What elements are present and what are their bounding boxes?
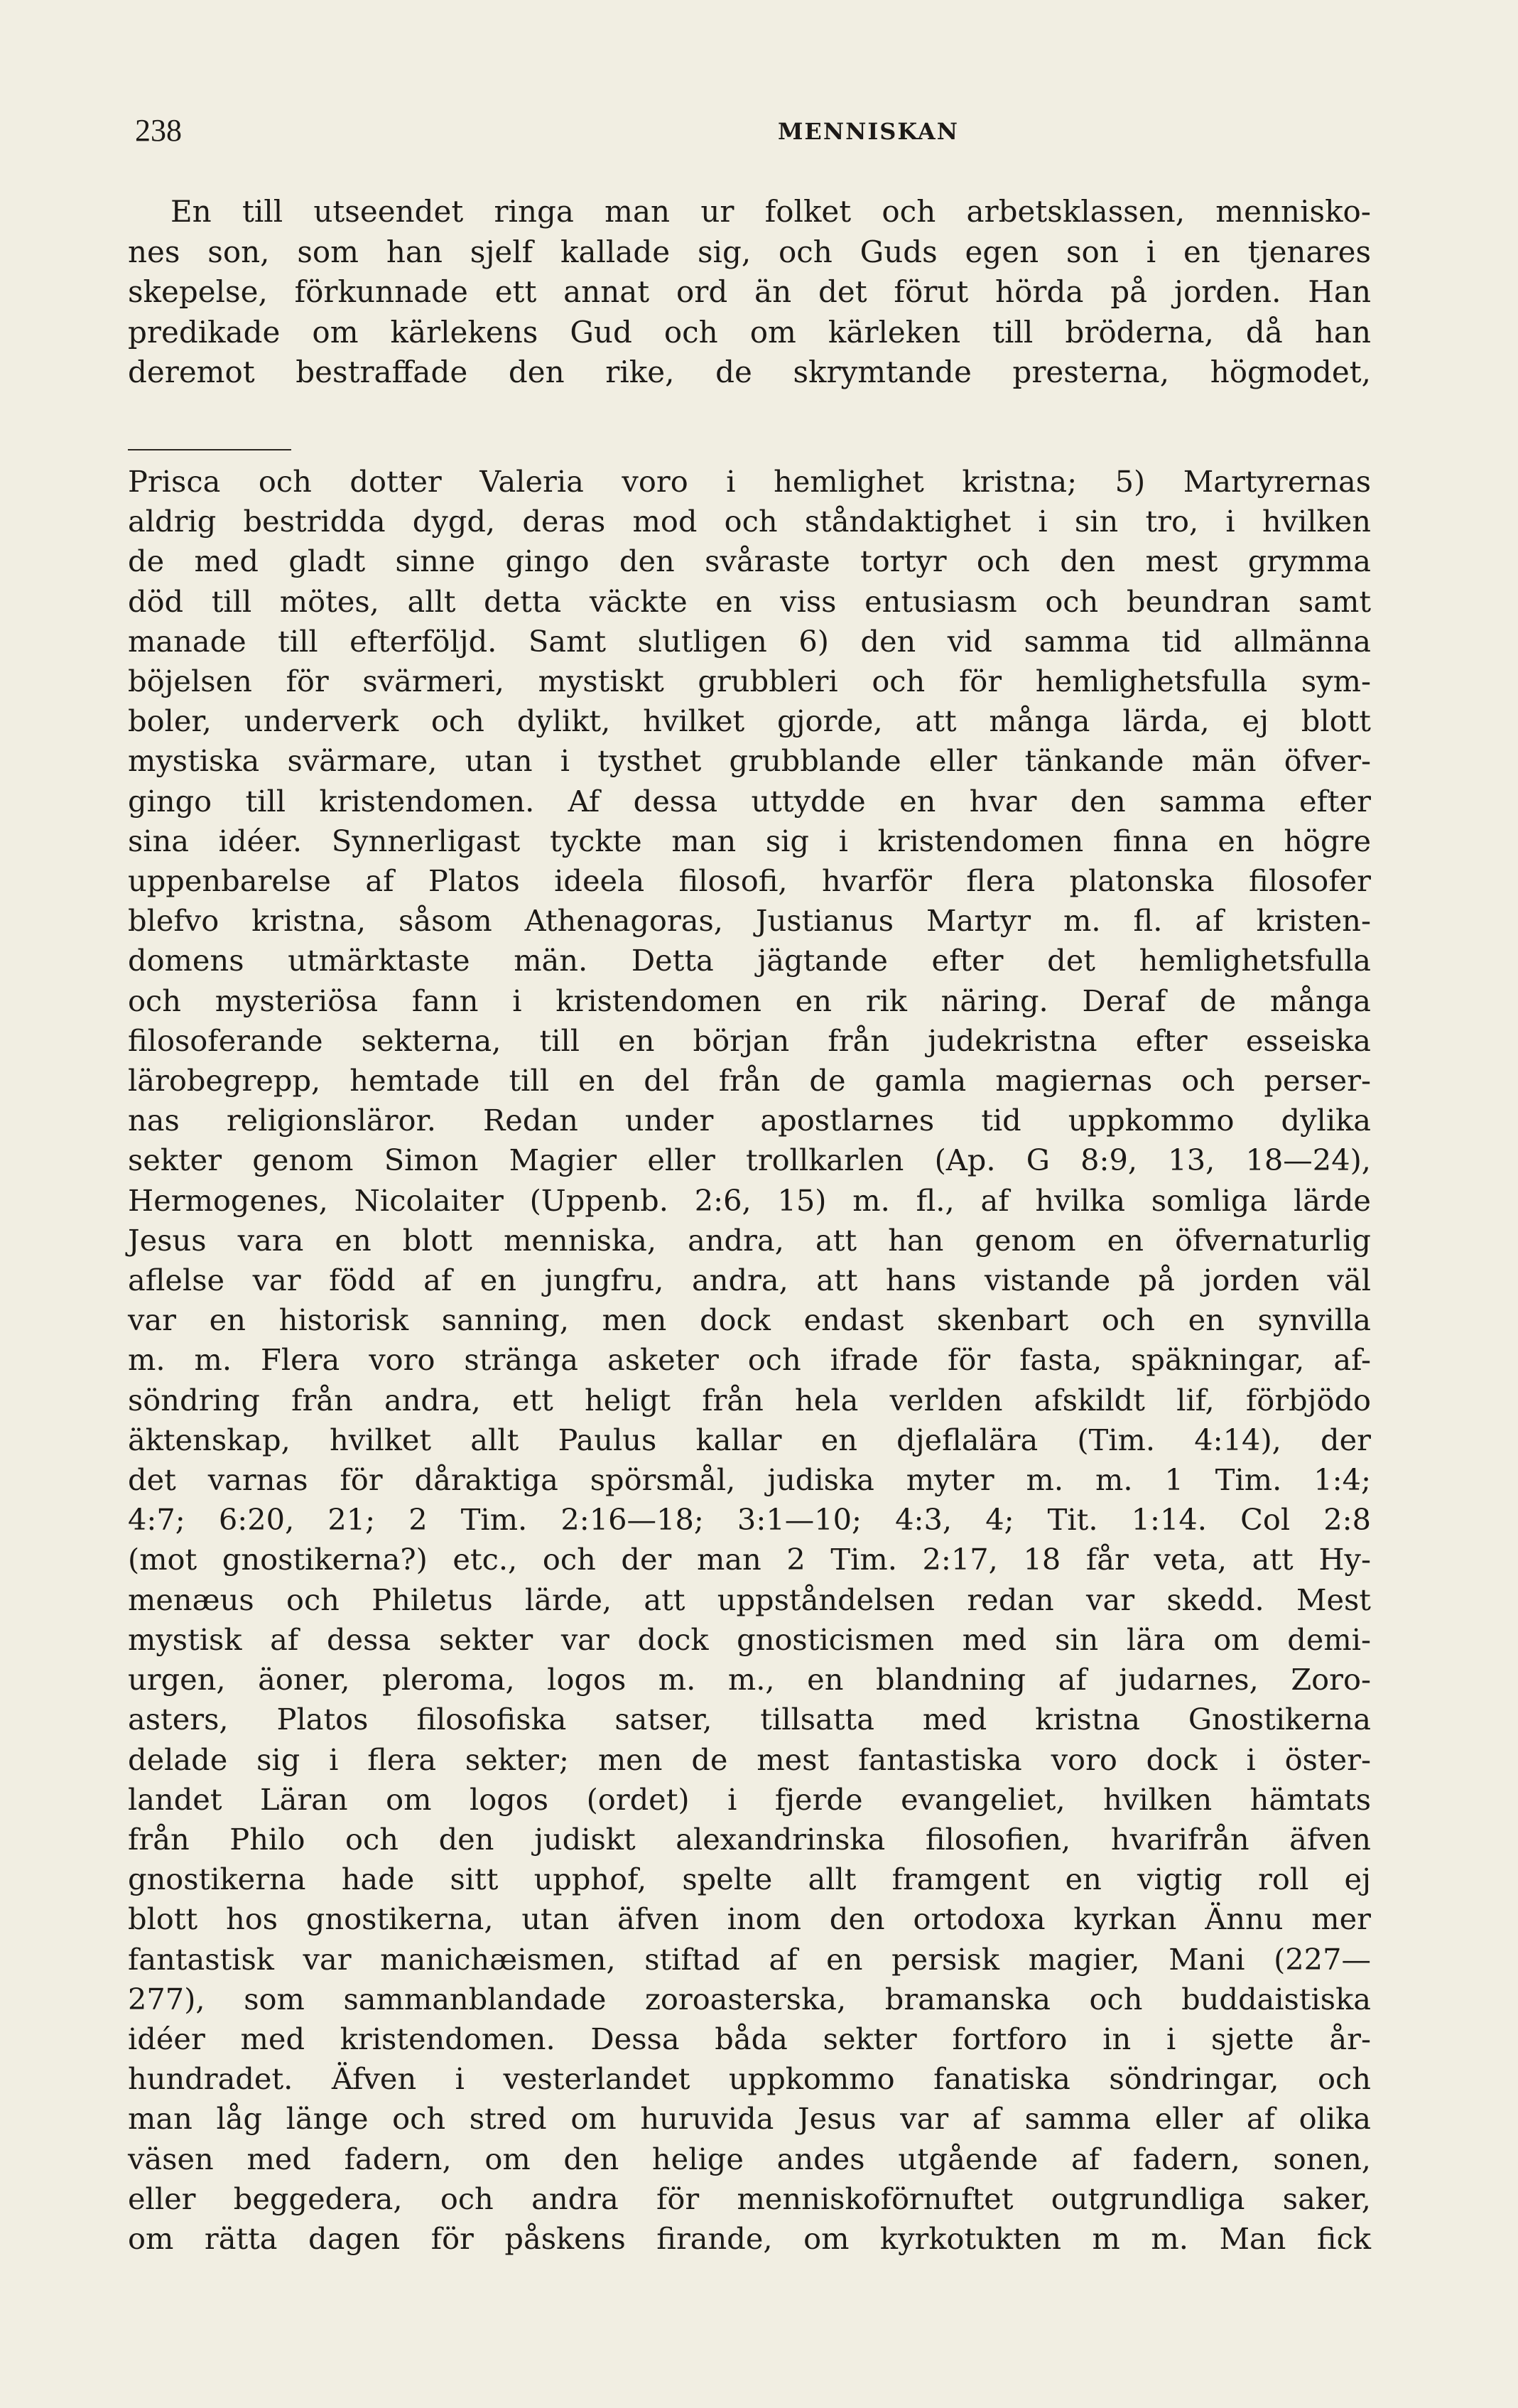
footnote-line: från Philo och den judiskt alexandrinska filosofien, hvarifrån äfven: [128, 1821, 1371, 1857]
main-line: skepelse, förkunnade ett annat ord än det förut hörda på jorden. Han: [128, 274, 1371, 309]
footnote-line: om rätta dagen för påskens firande, om kyrkotukten m m. Man fick: [128, 2220, 1371, 2256]
page-number: 238: [135, 113, 182, 148]
main-line: En till utseendet ringa man ur folket och arbetsklassen, mennisko-: [170, 194, 1371, 229]
running-title: MENNISKAN: [778, 118, 959, 145]
footnote-line: gingo till kristendomen. Af dessa uttydde en hvar den samma efter: [128, 783, 1371, 819]
footnote-line: och mysteriösa fann i kristendomen en rik näring. Deraf de många: [128, 983, 1371, 1018]
footnote-line: manade till efterföljd. Samt slutligen 6) den vid samma tid allmänna: [128, 623, 1371, 659]
footnote-line: väsen med fadern, om den helige andes utgående af fadern, sonen,: [128, 2141, 1371, 2176]
footnote-line: fantastisk var manichæismen, stiftad af en persisk magier, Mani (227—: [128, 1941, 1371, 1977]
footnote-line: m. m. Flera voro stränga asketer och ifrade för fasta, späkningar, af-: [128, 1342, 1371, 1378]
footnote-line: sekter genom Simon Magier eller trollkarlen (Ap. G 8:9, 13, 18—24),: [128, 1143, 1371, 1178]
footnote-line: Jesus vara en blott menniska, andra, att han genom en öfvernaturlig: [128, 1222, 1371, 1258]
page-header: [135, 112, 1376, 155]
footnote-line: delade sig i flera sekter; men de mest fantastiska voro dock i öster-: [128, 1742, 1371, 1777]
footnote-line: 277), som sammanblandade zoroasterska, bramanska och buddaistiska: [128, 1981, 1371, 2016]
main-paragraph: [128, 192, 1371, 393]
footnote-line: de med gladt sinne gingo den svåraste tortyr och den mest grymma: [128, 544, 1371, 579]
footnote-line: domens utmärktaste män. Detta jägtande efter det hemlighetsfulla: [128, 943, 1371, 978]
footnote-line: hundradet. Äfven i vesterlandet uppkommo fanatiska söndringar, och: [128, 2061, 1371, 2097]
footnote-divider: [128, 449, 291, 450]
footnote-line: gnostikerna hade sitt upphof, spelte allt framgent en vigtig roll ej: [128, 1862, 1371, 1897]
footnote-line: idéer med kristendomen. Dessa båda sekter fortforo in i sjette år-: [128, 2021, 1371, 2056]
footnote-line: blefvo kristna, såsom Athenagoras, Justianus Martyr m. fl. af kristen-: [128, 903, 1371, 939]
main-line: predikade om kärlekens Gud och om kärleken till bröderna, då han: [128, 314, 1371, 350]
main-line: nes son, som han sjelf kallade sig, och Guds egen son i en tjenares: [128, 234, 1371, 269]
footnote-line: Hermogenes, Nicolaiter (Uppenb. 2:6, 15) m. fl., af hvilka somliga lärde: [128, 1182, 1371, 1218]
footnote-line: mystisk af dessa sekter var dock gnosticismen med sin lära om demi-: [128, 1621, 1371, 1657]
footnote-line: asters, Platos filosofiska satser, tillsatta med kristna Gnostikerna: [128, 1702, 1371, 1737]
footnote-line: filosoferande sekterna, till en början från judekristna efter esseiska: [128, 1022, 1371, 1058]
footnote-line: söndring från andra, ett heligt från hela verlden afskildt lif, förbjödo: [128, 1382, 1371, 1418]
footnote-line: lärobegrepp, hemtade till en del från de gamla magiernas och perser-: [128, 1063, 1371, 1098]
footnote-line: Prisca och dotter Valeria voro i hemlighet kristna; 5) Martyrernas: [128, 464, 1371, 499]
footnote-line: menæus och Philetus lärde, att uppståndelsen redan var skedd. Mest: [128, 1582, 1371, 1617]
footnote-line: man låg länge och stred om huruvida Jesus var af samma eller af olika: [128, 2101, 1371, 2137]
footnote-text: [128, 462, 1371, 2259]
footnote-line: sina idéer. Synnerligast tyckte man sig i kristendomen finna en högre: [128, 823, 1371, 858]
footnote-line: var en historisk sanning, men dock endast skenbart och en synvilla: [128, 1302, 1371, 1338]
footnote-line: aflelse var född af en jungfru, andra, att hans vistande på jorden väl: [128, 1263, 1371, 1298]
footnote-line: nas religionsläror. Redan under apostlarnes tid uppkommo dylika: [128, 1103, 1371, 1138]
footnote-line: boler, underverk och dylikt, hvilket gjorde, att många lärda, ej blott: [128, 703, 1371, 739]
footnote-line: böjelsen för svärmeri, mystiskt grubbleri och för hemlighetsfulla sym-: [128, 664, 1371, 699]
footnote-line: det varnas för dåraktiga spörsmål, judiska myter m. m. 1 Tim. 1:4;: [128, 1462, 1371, 1498]
footnote-line: landet Läran om logos (ordet) i fjerde evangeliet, hvilken hämtats: [128, 1781, 1371, 1817]
footnote-line: 4:7; 6:20, 21; 2 Tim. 2:16—18; 3:1—10; 4:3, 4; Tit. 1:14. Col 2:8: [128, 1502, 1371, 1538]
footnote-line: aldrig bestridda dygd, deras mod och ståndaktighet i sin tro, i hvilken: [128, 504, 1371, 539]
footnote-line: (mot gnostikerna?) etc., och der man 2 Tim. 2:17, 18 får veta, att Hy-: [128, 1542, 1371, 1577]
footnote-line: äktenskap, hvilket allt Paulus kallar en djeflalära (Tim. 4:14), der: [128, 1422, 1371, 1457]
footnote-line: blott hos gnostikerna, utan äfven inom den ortodoxa kyrkan Ännu mer: [128, 1901, 1371, 1937]
footnote-line: eller beggedera, och andra för menniskoförnuftet outgrundliga saker,: [128, 2181, 1371, 2216]
footnote-line: mystiska svärmare, utan i tysthet grubblande eller tänkande män öfver-: [128, 743, 1371, 779]
footnote-line: död till mötes, allt detta väckte en viss entusiasm och beundran samt: [128, 583, 1371, 619]
footnote-line: urgen, äoner, pleroma, logos m. m., en blandning af judarnes, Zoro-: [128, 1662, 1371, 1697]
footnote-line: uppenbarelse af Platos ideela filosofi, hvarför flera platonska filosofer: [128, 863, 1371, 899]
main-line: deremot bestraffade den rike, de skrymtande presterna, högmodet,: [128, 355, 1371, 389]
